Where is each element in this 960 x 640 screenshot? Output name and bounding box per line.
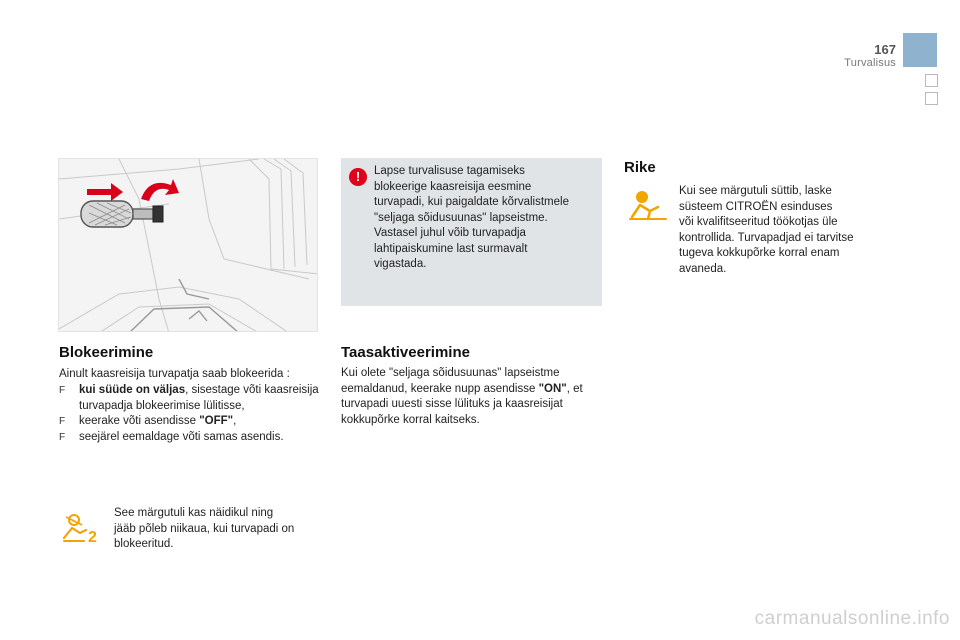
rike-line: süsteem CITROËN esinduses xyxy=(679,200,833,213)
note-line: jääb põleb niikaua, kui turvapadi on xyxy=(114,522,295,535)
warning-line: "seljaga sõidusuunas" lapseistme. xyxy=(374,211,548,224)
step-text: , xyxy=(233,415,237,427)
warning-line: turvapadi, kui paigaldate kõrvalistmele xyxy=(374,196,569,208)
step-text: keerake võti asendisse xyxy=(79,415,200,427)
step-item xyxy=(59,430,319,446)
page-number: 167 xyxy=(874,42,896,57)
blokeerimine-steps xyxy=(59,383,319,445)
bullet-marker: F xyxy=(59,385,66,396)
step-text: , sisestage võti kaasreisija turvapadja blokeerimise lülitisse, xyxy=(79,384,319,412)
taas-text-pre: Kui olete "seljaga sõidusuunas" lapseistme eemaldanud, keerake nupp asendisse xyxy=(341,367,560,395)
warning-line: Vastasel juhul võib turvapadja xyxy=(374,227,526,239)
step-bold: "OFF" xyxy=(199,415,234,427)
step-text: seejärel eemaldage võti samas asendis. xyxy=(79,430,284,443)
step-item xyxy=(59,414,319,430)
note-text xyxy=(114,506,314,553)
dashboard-drawing xyxy=(59,159,318,332)
insert-arrow xyxy=(87,183,123,201)
bullet-marker: F xyxy=(59,431,66,443)
taas-text-post: , et turvapadi uuesti sisse lülituks ja kaasreisijat kokkupõrke korral kaitseks. xyxy=(341,382,583,426)
note-line: blokeeritud. xyxy=(114,538,174,550)
chapter-marker-2 xyxy=(925,92,938,105)
exclamation-icon: ! xyxy=(349,168,367,186)
rike-text xyxy=(679,184,879,277)
section-tab-marker xyxy=(903,33,937,67)
taasaktiveerimine-heading: Taasaktiveerimine xyxy=(341,344,470,361)
step-bold: kui süüde on väljas xyxy=(79,384,186,396)
rotate-arrow xyxy=(141,179,179,201)
warning-line: Lapse turvalisuse tagamiseks xyxy=(374,165,525,177)
svg-text:2: 2 xyxy=(88,529,97,544)
rike-line: avaneda. xyxy=(679,262,727,275)
airbag-warning-icon xyxy=(628,189,668,221)
bullet-marker: F xyxy=(59,416,66,427)
note-line: See märgutuli kas näidikul ning xyxy=(114,507,274,519)
key-shape xyxy=(81,201,163,227)
rike-heading: Rike xyxy=(624,159,656,176)
chapter-marker-1 xyxy=(925,74,938,87)
taasaktiveerimine-text xyxy=(341,366,603,428)
blokeerimine-intro: Ainult kaasreisija turvapatja saab blokeerida : xyxy=(59,368,290,380)
warning-line: vigastada. xyxy=(374,258,427,270)
warning-line: blokeerige kaasreisija eesmine xyxy=(374,180,532,193)
airbag-key-switch-illustration xyxy=(58,158,318,332)
rike-line: Kui see märgutuli süttib, laske xyxy=(679,185,832,197)
airbag-off-icon xyxy=(62,512,102,544)
rike-line: tugeva kokkupõrke korral enam xyxy=(679,247,840,259)
rike-line: kontrollida. Turvapadjad ei tarvitse xyxy=(679,231,854,244)
warning-line: lahtipaiskumine last surmavalt xyxy=(374,242,528,255)
watermark: carmanualsonline.info xyxy=(754,608,950,629)
taas-text-bold: "ON" xyxy=(538,382,567,395)
rike-line: või kvalifitseeritud töökotjas üle xyxy=(679,216,838,228)
step-item xyxy=(59,383,319,414)
section-title: Turvalisus xyxy=(844,57,896,69)
blokeerimine-heading: Blokeerimine xyxy=(59,344,154,361)
warning-text xyxy=(374,164,596,273)
